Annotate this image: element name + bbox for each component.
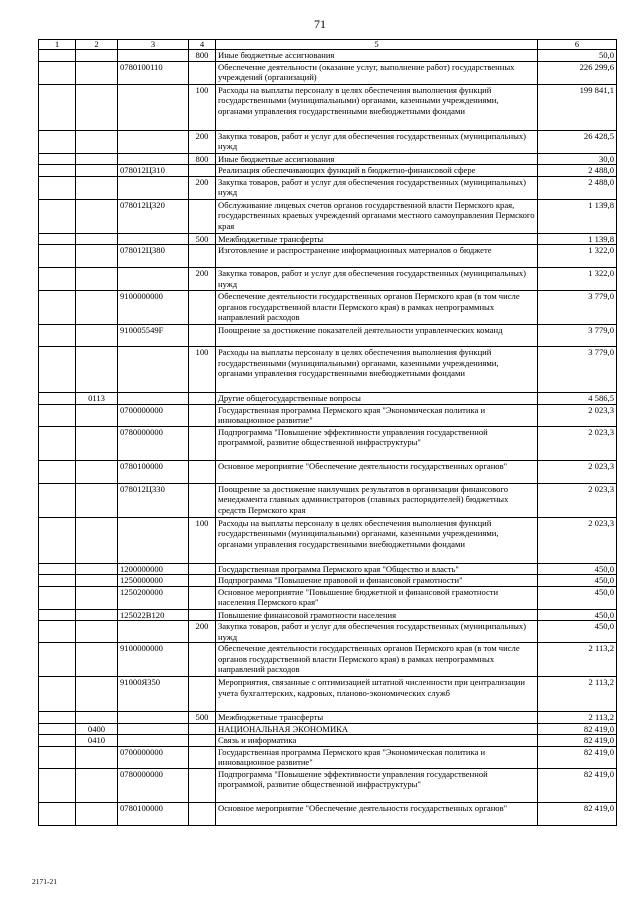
section-code-cell xyxy=(76,643,118,677)
target-code-cell: 1250000000 xyxy=(118,575,189,587)
target-code-cell: 078012Ц380 xyxy=(118,245,189,268)
description-cell: Основное мероприятие "Обеспечение деятельности государственных органов" xyxy=(216,802,538,825)
description-cell: Связь и информатика xyxy=(216,735,538,747)
amount-cell: 2 023,3 xyxy=(538,460,617,483)
target-code-cell: 1200000000 xyxy=(118,563,189,575)
section-code-cell xyxy=(76,84,118,130)
target-code-cell: 910005549F xyxy=(118,325,189,347)
column-header: 6 xyxy=(538,40,617,50)
section-code-cell xyxy=(76,426,118,460)
description-cell: Подпрограмма "Повышение эффективности управления государственной программой, развитие общественной инфраструктуры" xyxy=(216,426,538,460)
expense-type-cell xyxy=(189,575,216,587)
section-code-cell xyxy=(76,609,118,621)
expense-type-cell xyxy=(189,768,216,802)
table-row xyxy=(39,130,617,153)
description-cell: Повышение финансовой грамотности населения xyxy=(216,609,538,621)
section-code-cell xyxy=(76,404,118,426)
amount-cell: 50,0 xyxy=(538,50,617,62)
target-code-cell: 078012Ц320 xyxy=(118,199,189,233)
target-code-cell xyxy=(118,268,189,291)
row-number-cell xyxy=(39,291,76,325)
expense-type-cell: 800 xyxy=(189,153,216,165)
table-row xyxy=(39,483,617,517)
expense-type-cell: 100 xyxy=(189,84,216,130)
table-row xyxy=(39,586,617,609)
description-cell: Государственная программа Пермского края "Экономическая политика и инновационное развитие" xyxy=(216,404,538,426)
row-number-cell xyxy=(39,233,76,245)
target-code-cell xyxy=(118,50,189,62)
expense-type-cell xyxy=(189,677,216,712)
section-code-cell xyxy=(76,586,118,609)
amount-cell: 82 419,0 xyxy=(538,735,617,747)
target-code-cell xyxy=(118,517,189,563)
section-code-cell xyxy=(76,130,118,153)
description-cell: Обеспечение деятельности (оказание услуг, выполнение работ) государственных учреждений (организаций) xyxy=(216,61,538,84)
table-row xyxy=(39,404,617,426)
description-cell: Государственная программа Пермского края "Экономическая политика и инновационное развитие" xyxy=(216,746,538,768)
section-code-cell xyxy=(76,245,118,268)
target-code-cell: 125022В120 xyxy=(118,609,189,621)
target-code-cell: 0700000000 xyxy=(118,404,189,426)
description-cell: Мероприятия, связанные с оптимизацией штатной численности при централизации учета бухгалтерских, кадровых, планово-экономических служб xyxy=(216,677,538,712)
table-row xyxy=(39,165,617,177)
row-number-cell xyxy=(39,575,76,587)
table-row xyxy=(39,347,617,393)
table-row xyxy=(39,153,617,165)
target-code-cell: 0780000000 xyxy=(118,768,189,802)
section-code-cell xyxy=(76,233,118,245)
row-number-cell xyxy=(39,176,76,199)
description-cell: Основное мероприятие "Обеспечение деятельности государственных органов" xyxy=(216,460,538,483)
row-number-cell xyxy=(39,586,76,609)
budget-table xyxy=(38,39,617,826)
target-code-cell xyxy=(118,723,189,735)
column-header: 1 xyxy=(39,40,76,50)
table-row xyxy=(39,643,617,677)
column-header: 4 xyxy=(189,40,216,50)
section-code-cell xyxy=(76,746,118,768)
target-code-cell: 0780000000 xyxy=(118,426,189,460)
row-number-cell xyxy=(39,517,76,563)
row-number-cell xyxy=(39,563,76,575)
amount-cell: 2 113,2 xyxy=(538,712,617,724)
row-number-cell xyxy=(39,735,76,747)
amount-cell: 2 023,3 xyxy=(538,426,617,460)
page-number: 71 xyxy=(314,17,326,31)
description-cell: НАЦИОНАЛЬНАЯ ЭКОНОМИКА xyxy=(216,723,538,735)
table-row xyxy=(39,802,617,825)
table-row xyxy=(39,735,617,747)
amount-cell: 2 488,0 xyxy=(538,165,617,177)
row-number-cell xyxy=(39,165,76,177)
description-cell: Обеспечение деятельности государственных органов Пермского края (в том числе органов государственной власти Пермского края) в рамках непрограммных направлений расходов xyxy=(216,643,538,677)
target-code-cell: 9100000000 xyxy=(118,643,189,677)
expense-type-cell xyxy=(189,199,216,233)
description-cell: Обслуживание лицевых счетов органов государственной власти Пермского края, государственных краевых учреждений органами местного самоуправления Пермского края xyxy=(216,199,538,233)
section-code-cell xyxy=(76,176,118,199)
row-number-cell xyxy=(39,50,76,62)
row-number-cell xyxy=(39,609,76,621)
expense-type-cell: 500 xyxy=(189,712,216,724)
amount-cell: 2 113,2 xyxy=(538,677,617,712)
description-cell: Изготовление и распространение информационных материалов о бюджете xyxy=(216,245,538,268)
target-code-cell: 0780100000 xyxy=(118,460,189,483)
amount-cell: 3 779,0 xyxy=(538,325,617,347)
expense-type-cell xyxy=(189,723,216,735)
column-header: 2 xyxy=(76,40,118,50)
row-number-cell xyxy=(39,621,76,643)
target-code-cell: 0780100000 xyxy=(118,802,189,825)
section-code-cell xyxy=(76,575,118,587)
row-number-cell xyxy=(39,61,76,84)
amount-cell: 30,0 xyxy=(538,153,617,165)
table-row xyxy=(39,768,617,802)
target-code-cell xyxy=(118,130,189,153)
target-code-cell xyxy=(118,393,189,405)
expense-type-cell xyxy=(189,404,216,426)
section-code-cell xyxy=(76,268,118,291)
row-number-cell xyxy=(39,712,76,724)
table-row xyxy=(39,460,617,483)
expense-type-cell xyxy=(189,426,216,460)
row-number-cell xyxy=(39,426,76,460)
table-row xyxy=(39,563,617,575)
row-number-cell xyxy=(39,483,76,517)
section-code-cell xyxy=(76,802,118,825)
section-code-cell xyxy=(76,712,118,724)
expense-type-cell xyxy=(189,735,216,747)
table-row xyxy=(39,268,617,291)
target-code-cell xyxy=(118,84,189,130)
amount-cell: 1 322,0 xyxy=(538,245,617,268)
amount-cell: 82 419,0 xyxy=(538,723,617,735)
table-row xyxy=(39,712,617,724)
description-cell: Закупка товаров, работ и услуг для обеспечения государственных (муниципальных) нужд xyxy=(216,130,538,153)
description-cell: Межбюджетные трансферты xyxy=(216,712,538,724)
description-cell: Другие общегосударственные вопросы xyxy=(216,393,538,405)
table-row xyxy=(39,746,617,768)
description-cell: Расходы на выплаты персоналу в целях обеспечения выполнения функций государственными (муниципальными) органами, казенными учреждениями, органами управления государственными внебюджетными фондами xyxy=(216,347,538,393)
description-cell: Поощрение за достижение наилучших результатов в организации финансового менеджмента главных администраторов (главных распорядителей) бюджетных средств Пермского края xyxy=(216,483,538,517)
table-row xyxy=(39,50,617,62)
description-cell: Обеспечение деятельности государственных органов Пермского края (в том числе органов государственной власти Пермского края) в рамках непрограммных направлений расходов xyxy=(216,291,538,325)
row-number-cell xyxy=(39,746,76,768)
row-number-cell xyxy=(39,643,76,677)
target-code-cell xyxy=(118,735,189,747)
amount-cell: 2 023,3 xyxy=(538,483,617,517)
expense-type-cell xyxy=(189,393,216,405)
section-code-cell xyxy=(76,621,118,643)
target-code-cell: 9100000000 xyxy=(118,291,189,325)
description-cell: Расходы на выплаты персоналу в целях обеспечения выполнения функций государственными (муниципальными) органами, казенными учреждениями, органами управления государственными внебюджетными фондами xyxy=(216,84,538,130)
description-cell: Основное мероприятие "Повышение бюджетной и финансовой грамотности населения Пермского края" xyxy=(216,586,538,609)
target-code-cell xyxy=(118,176,189,199)
amount-cell: 450,0 xyxy=(538,586,617,609)
section-code-cell xyxy=(76,153,118,165)
expense-type-cell xyxy=(189,746,216,768)
description-cell: Закупка товаров, работ и услуг для обеспечения государственных (муниципальных) нужд xyxy=(216,176,538,199)
expense-type-cell xyxy=(189,609,216,621)
expense-type-cell: 800 xyxy=(189,50,216,62)
target-code-cell: 078012Ц330 xyxy=(118,483,189,517)
amount-cell: 4 586,5 xyxy=(538,393,617,405)
expense-type-cell xyxy=(189,165,216,177)
target-code-cell: 1250200000 xyxy=(118,586,189,609)
section-code-cell xyxy=(76,165,118,177)
amount-cell: 450,0 xyxy=(538,621,617,643)
amount-cell: 226 299,6 xyxy=(538,61,617,84)
table-row xyxy=(39,245,617,268)
description-cell: Закупка товаров, работ и услуг для обеспечения государственных (муниципальных) нужд xyxy=(216,621,538,643)
table-row xyxy=(39,393,617,405)
section-code-cell xyxy=(76,517,118,563)
section-code-cell xyxy=(76,677,118,712)
footer-code: 2171-21 xyxy=(32,877,57,886)
target-code-cell xyxy=(118,347,189,393)
amount-cell: 82 419,0 xyxy=(538,802,617,825)
expense-type-cell xyxy=(189,483,216,517)
column-header: 5 xyxy=(216,40,538,50)
table-row xyxy=(39,84,617,130)
row-number-cell xyxy=(39,723,76,735)
row-number-cell xyxy=(39,130,76,153)
row-number-cell xyxy=(39,84,76,130)
amount-cell: 450,0 xyxy=(538,575,617,587)
row-number-cell xyxy=(39,802,76,825)
target-code-cell xyxy=(118,712,189,724)
expense-type-cell xyxy=(189,643,216,677)
target-code-cell: 0780100110 xyxy=(118,61,189,84)
section-code-cell xyxy=(76,199,118,233)
table-row xyxy=(39,325,617,347)
section-code-cell: 0400 xyxy=(76,723,118,735)
description-cell: Государственная программа Пермского края "Общество и власть" xyxy=(216,563,538,575)
expense-type-cell xyxy=(189,802,216,825)
description-cell: Подпрограмма "Повышение правовой и финансовой грамотности" xyxy=(216,575,538,587)
row-number-cell xyxy=(39,199,76,233)
amount-cell: 1 322,0 xyxy=(538,268,617,291)
section-code-cell xyxy=(76,325,118,347)
amount-cell: 2 023,3 xyxy=(538,517,617,563)
target-code-cell: 0700000000 xyxy=(118,746,189,768)
amount-cell: 450,0 xyxy=(538,563,617,575)
description-cell: Иные бюджетные ассигнования xyxy=(216,50,538,62)
description-cell: Подпрограмма "Повышение эффективности управления государственной программой, развитие общественной инфраструктуры" xyxy=(216,768,538,802)
section-code-cell xyxy=(76,460,118,483)
section-code-cell xyxy=(76,61,118,84)
amount-cell: 3 779,0 xyxy=(538,347,617,393)
amount-cell: 82 419,0 xyxy=(538,768,617,802)
target-code-cell xyxy=(118,153,189,165)
amount-cell: 82 419,0 xyxy=(538,746,617,768)
section-code-cell xyxy=(76,50,118,62)
row-number-cell xyxy=(39,768,76,802)
row-number-cell xyxy=(39,460,76,483)
section-code-cell: 0113 xyxy=(76,393,118,405)
table-row xyxy=(39,517,617,563)
row-number-cell xyxy=(39,677,76,712)
table-header-row xyxy=(39,40,617,50)
row-number-cell xyxy=(39,347,76,393)
table-row xyxy=(39,61,617,84)
column-header: 3 xyxy=(118,40,189,50)
table-row xyxy=(39,233,617,245)
table-row xyxy=(39,426,617,460)
expense-type-cell: 200 xyxy=(189,176,216,199)
table-row xyxy=(39,291,617,325)
amount-cell: 1 139,8 xyxy=(538,199,617,233)
section-code-cell xyxy=(76,347,118,393)
table-row xyxy=(39,609,617,621)
description-cell: Иные бюджетные ассигнования xyxy=(216,153,538,165)
amount-cell: 2 023,3 xyxy=(538,404,617,426)
expense-type-cell: 200 xyxy=(189,621,216,643)
amount-cell: 1 139,8 xyxy=(538,233,617,245)
target-code-cell: 91000Я350 xyxy=(118,677,189,712)
description-cell: Поощрение за достижение показателей деятельности управленческих команд xyxy=(216,325,538,347)
table-row xyxy=(39,199,617,233)
amount-cell: 2 113,2 xyxy=(538,643,617,677)
expense-type-cell xyxy=(189,460,216,483)
table-row xyxy=(39,677,617,712)
amount-cell: 199 841,1 xyxy=(538,84,617,130)
amount-cell: 2 488,0 xyxy=(538,176,617,199)
section-code-cell xyxy=(76,768,118,802)
row-number-cell xyxy=(39,393,76,405)
expense-type-cell: 200 xyxy=(189,268,216,291)
expense-type-cell: 100 xyxy=(189,517,216,563)
description-cell: Расходы на выплаты персоналу в целях обеспечения выполнения функций государственными (муниципальными) органами, казенными учреждениями, органами управления государственными внебюджетными фондами xyxy=(216,517,538,563)
row-number-cell xyxy=(39,325,76,347)
section-code-cell xyxy=(76,563,118,575)
expense-type-cell xyxy=(189,325,216,347)
target-code-cell xyxy=(118,621,189,643)
expense-type-cell xyxy=(189,61,216,84)
expense-type-cell: 500 xyxy=(189,233,216,245)
table-row xyxy=(39,621,617,643)
table-row xyxy=(39,176,617,199)
section-code-cell xyxy=(76,291,118,325)
description-cell: Межбюджетные трансферты xyxy=(216,233,538,245)
expense-type-cell xyxy=(189,245,216,268)
section-code-cell xyxy=(76,483,118,517)
amount-cell: 450,0 xyxy=(538,609,617,621)
expense-type-cell xyxy=(189,563,216,575)
expense-type-cell xyxy=(189,291,216,325)
expense-type-cell: 200 xyxy=(189,130,216,153)
amount-cell: 26 428,5 xyxy=(538,130,617,153)
table-row xyxy=(39,575,617,587)
target-code-cell: 078012Ц310 xyxy=(118,165,189,177)
description-cell: Закупка товаров, работ и услуг для обеспечения государственных (муниципальных) нужд xyxy=(216,268,538,291)
row-number-cell xyxy=(39,245,76,268)
description-cell: Реализация обеспечивающих функций в бюджетно-финансовой сфере xyxy=(216,165,538,177)
row-number-cell xyxy=(39,404,76,426)
table-row xyxy=(39,723,617,735)
target-code-cell xyxy=(118,233,189,245)
amount-cell: 3 779,0 xyxy=(538,291,617,325)
expense-type-cell xyxy=(189,586,216,609)
row-number-cell xyxy=(39,268,76,291)
section-code-cell: 0410 xyxy=(76,735,118,747)
expense-type-cell: 100 xyxy=(189,347,216,393)
row-number-cell xyxy=(39,153,76,165)
